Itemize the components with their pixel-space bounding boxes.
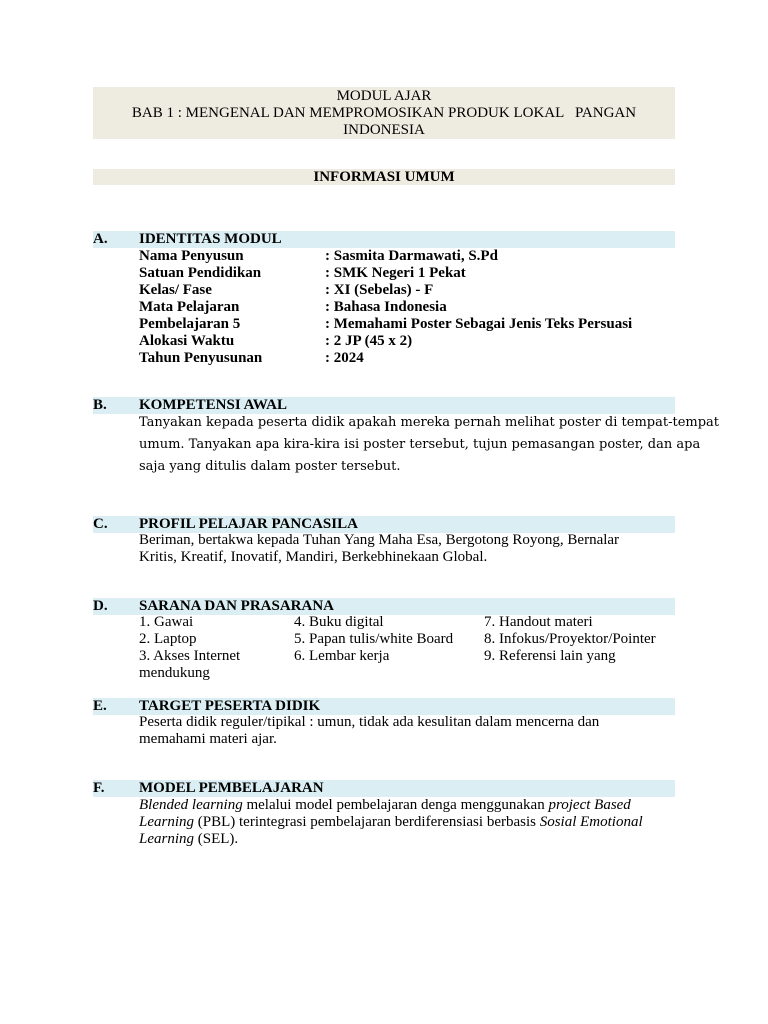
italic-term: project Based [548, 797, 631, 813]
list-item: 5. Papan tulis/white Board [294, 631, 454, 647]
section-d-header [93, 598, 675, 615]
paragraph-line: memahami materi ajar. [139, 731, 277, 747]
facilities-column-3 [484, 614, 656, 665]
learning-model-text [139, 797, 679, 848]
identity-value: : XI (Sebelas) - F [325, 282, 434, 298]
identity-value: : 2 JP (45 x 2) [325, 333, 413, 349]
identity-row [139, 299, 632, 316]
facilities-list [139, 614, 679, 684]
italic-term: Sosial Emotional [539, 814, 643, 830]
paragraph-line: Tanyakan kepada peserta didik apakah mereka pernah melihat poster di tempat-tempat [139, 415, 720, 430]
identity-row [139, 265, 632, 282]
section-f-header [93, 780, 675, 797]
pancasila-profile-text [139, 532, 679, 566]
identity-value: : 2024 [325, 350, 364, 366]
identity-key: Mata Pelajaran [139, 299, 240, 315]
list-item: 8. Infokus/Proyektor/Pointer [484, 631, 656, 647]
section-title: PROFIL PELAJAR PANCASILA [139, 516, 358, 532]
chapter-title-line1: BAB 1 : MENGENAL DAN MEMPROMOSIKAN PRODUK LOKAL PANGAN [131, 105, 637, 121]
paragraph-line: saja yang ditulis dalam poster tersebut. [139, 459, 401, 474]
identity-row [139, 282, 632, 299]
section-title: TARGET PESERTA DIDIK [139, 698, 321, 714]
identity-value: : Bahasa Indonesia [325, 299, 447, 315]
section-c-header [93, 516, 675, 533]
plain-text: (SEL). [194, 831, 239, 847]
section-a-header [93, 231, 675, 248]
identity-key: Nama Penyusun [139, 248, 244, 264]
list-item: mendukung [139, 665, 210, 681]
identity-row [139, 316, 632, 333]
identity-key: Pembelajaran 5 [139, 316, 241, 332]
section-e-header [93, 698, 675, 715]
module-title: MODUL AJAR [336, 88, 432, 104]
section-title: KOMPETENSI AWAL [139, 397, 287, 413]
facilities-column-1 [139, 614, 240, 682]
section-letter: A. [93, 231, 108, 247]
target-students-text [139, 714, 679, 748]
identity-value: : Memahami Poster Sebagai Jenis Teks Persuasi [325, 316, 633, 332]
facilities-column-2 [294, 614, 453, 665]
identity-row [139, 350, 632, 367]
list-item: 1. Gawai [139, 614, 194, 630]
general-info-heading: INFORMASI UMUM [93, 169, 675, 185]
section-letter: B. [93, 397, 107, 413]
italic-term: Blended learning [139, 797, 243, 813]
identity-value: : Sasmita Darmawati, S.Pd [325, 248, 498, 264]
list-item: 2. Laptop [139, 631, 197, 647]
identity-row [139, 248, 632, 265]
plain-text: melalui model pembelajaran denga menggunakan [242, 797, 549, 813]
list-item: 7. Handout materi [484, 614, 593, 630]
italic-term: Learning [139, 831, 195, 847]
initial-competency-text [139, 412, 720, 478]
list-item: 9. Referensi lain yang [484, 648, 616, 664]
paragraph-line: umum. Tanyakan apa kira-kira isi poster tersebut, tujun pemasangan poster, dan apa [139, 437, 701, 452]
section-title: SARANA DAN PRASARANA [139, 598, 335, 614]
paragraph-line: Beriman, bertakwa kepada Tuhan Yang Maha Esa, Bergotong Royong, Bernalar [139, 532, 620, 548]
section-letter: E. [93, 698, 107, 714]
paragraph-line: Peserta didik reguler/tipikal : umun, tidak ada kesulitan dalam mencerna dan [139, 714, 600, 730]
list-item: 4. Buku digital [294, 614, 384, 630]
section-letter: C. [93, 516, 108, 532]
module-identity-list [139, 248, 632, 367]
module-title-block [93, 87, 675, 139]
identity-key: Tahun Penyusunan [139, 350, 263, 366]
identity-row [139, 333, 632, 350]
chapter-title-line2: INDONESIA [343, 122, 425, 138]
paragraph-line [139, 814, 679, 831]
identity-key: Alokasi Waktu [139, 333, 235, 349]
italic-term: Learning [139, 814, 195, 830]
paragraph-line: Kritis, Kreatif, Inovatif, Mandiri, Berkebhinekaan Global. [139, 549, 488, 565]
list-item: 6. Lembar kerja [294, 648, 390, 664]
section-title: MODEL PEMBELAJARAN [139, 780, 324, 796]
section-letter: F. [93, 780, 105, 796]
paragraph-line [139, 831, 679, 848]
plain-text: (PBL) terintegrasi pembelajaran berdiferensiasi berbasis [194, 814, 540, 830]
list-item: 3. Akses Internet [139, 648, 241, 664]
identity-value: : SMK Negeri 1 Pekat [325, 265, 466, 281]
section-letter: D. [93, 598, 108, 614]
identity-key: Satuan Pendidikan [139, 265, 262, 281]
paragraph-line [139, 797, 679, 814]
identity-key: Kelas/ Fase [139, 282, 212, 298]
section-title: IDENTITAS MODUL [139, 231, 282, 247]
